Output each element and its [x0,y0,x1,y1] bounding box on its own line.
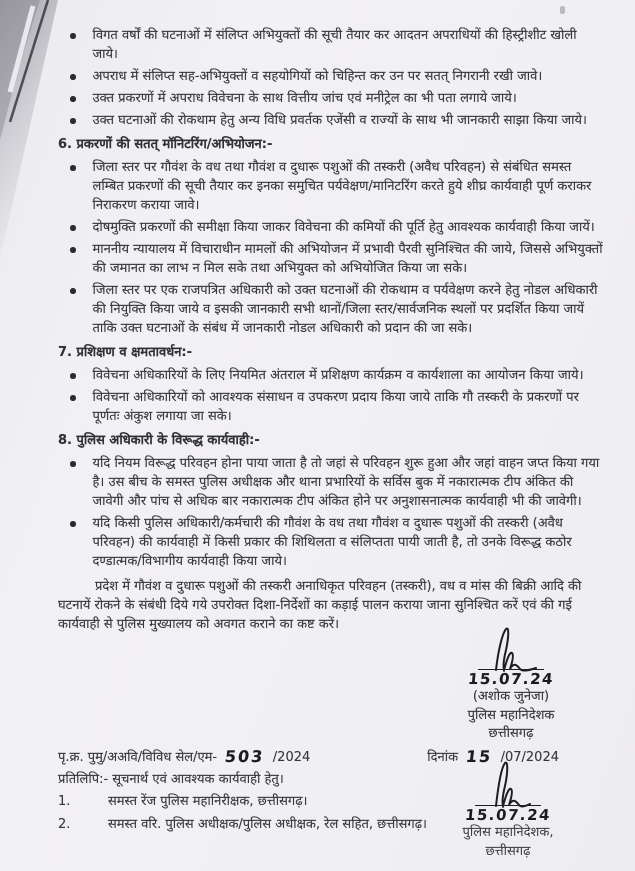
bullet-dot-icon [70,521,76,527]
file-reference [58,747,310,767]
bullet-dot-icon [70,74,76,80]
bullet-dot-icon [70,96,76,102]
bullet-dot-icon [70,288,76,294]
bullet-text: विवेचना अधिकारियों को आवश्यक संसाधन व उपकरण प्रदाय किया जाये ताकि गौ तस्करी के प्रकरणों पर पूर्णतः अंकुश लगाया जा सके। [92,390,580,424]
bullet-dot-icon [70,395,76,401]
signatory-name: (अशोक जुनेजा) [472,689,550,704]
bullet-item [58,67,605,86]
bullet-text: विगत वर्षों की घटनाओं में संलिप्त अभियुक्तों की सूची तैयार कर आदतन अपराधियों की हिस्ट्रीशीट खोली जाये। [92,28,577,62]
copy-to-heading: प्रतिलिपि:- सूचनार्थ एवं आवश्यक कार्यवाही हेतु। [58,771,284,787]
bullet-text: उक्त घटनाओं की रोकथाम हेतु अन्य विधि प्रवर्तक एजेंसी व राज्यों के साथ भी जानकारी साझा किया जाये। [92,113,587,128]
bullet-item [58,281,605,338]
file-number-year: /2024 [272,749,311,765]
handwritten-date: 15.07.24 [464,806,552,824]
bullet-dot-icon [70,118,76,124]
bullet-text: माननीय न्यायालय में विचाराधीन मामलों की अभियोजन में प्रभावी पैरवी सुनिश्चित की जाये, जिससे अभियुक्तों की जमानत का लाभ न मिल सके तथा अभियुक्त को अभियोजित किया जा सके। [92,242,603,276]
signatory-state: छत्तीसगढ़ [485,843,531,859]
signature-scribble-icon [483,626,539,672]
date-day-handwritten: 15 [464,746,494,766]
bullet-item [58,388,605,426]
signatory-designation: पुलिस महानिदेशक [467,707,555,723]
section-heading-police-action: 8. पुलिस अधिकारी के विरूद्ध कार्यवाही:- [58,433,260,448]
bullet-text: अपराध में संलिप्त सह-अभियुक्तों व सहयोगियों को चिहिन्त कर उन पर सतत् निगरानी रखी जावे। [92,69,543,84]
bullet-dot-icon [70,461,76,467]
copy-item-text: समस्त वरि. पुलिस अधीक्षक/पुलिस अधीक्षक, रेल सहित, छत्तीसगढ़। [108,816,427,832]
bullet-item [58,26,605,64]
bullet-text: विवेचना अधिकारियों के लिए नियमित अंतराल में प्रशिक्षण कार्यक्रम व कार्यशाला का आयोजन किया जाये। [92,368,584,383]
section-heading-training: 7. प्रशिक्षण व क्षमतावर्धन:- [58,345,193,360]
signatory-state: छत्तीसगढ़ [488,726,534,741]
bullet-dot-icon [70,247,76,253]
date-label: दिनांक [427,749,459,765]
signature-block-primary [433,626,589,744]
bullet-list-section-6 [58,158,605,338]
copy-item-text: समस्त रेंज पुलिस महानिरीक्षक, छत्तीसगढ़। [108,794,308,809]
bullet-text: जिला स्तर पर एक राजपत्रित अधिकारी को उक्त घटनाओं की रोकथाम व पर्यवेक्षण करने हेतु नोडल अधिकारी की नियुक्ति किया जाये व इसकी जानकारी सभी थानों/जिला स्तर/सार्वजनिक स्थलों पर प्रदर्शित किया जायें ताकि उक्त घटनाओं के संबंध में जानकारी नोडल अधिकारी को प्रदान की जा सके। [92,283,598,336]
signatory-designation: पुलिस महानिदेशक, [462,825,554,840]
bullet-list-section-7 [58,366,605,426]
copy-item-number: 2. [58,816,71,832]
bullet-item [58,514,605,571]
handwritten-date: 15.07.24 [467,670,555,688]
file-number-handwritten: 503 [224,746,266,766]
bullet-text: दोषमुक्ति प्रकरणों की समीक्षा किया जाकर विवेचना की कमियों की पूर्ति हेतु आवश्यक कार्यवाही किया जायें। [92,220,595,235]
bullet-text: जिला स्तर पर गौवंश के वध तथा गौवंश व दुधारू पशुओं की तस्करी (अवैध परिवहन) से संबंधित समस्त लम्बित प्रकरणों की सूची तैयार कर इनका समुचित पर्यवेक्षण/मानिटरिंग करते हुये शीघ्र कार्यवाही पूर्ण कराकर निराकरण कराया जावे। [92,160,592,213]
bullet-text: यदि किसी पुलिस अधिकारी/कर्मचारी की गौवंश के वध तथा गौवंश व दुधारू पशुओं की तस्करी (अवैध परिवहन) की कार्यवाही में किसी प्रकार की शिथिलता व संलिप्तता पायी जाती है, तो उनके विरूद्ध कठोर दण्डात्मक/विभागीय कार्यवाही किया जाये। [92,516,572,569]
closing-paragraph: प्रदेश में गौवंश व दुधारू पशुओं की तस्करी अनाधिकृत परिवहन (तस्करी), वध व मांस की बिक्री आदि की घटनायें रोकने के संबंधी दिये गये उपरोक्त दिशा-निर्देशों का कड़ाई पालन कराया जाना सुनिश्चित करें एवं की गई कार्यवाही से पुलिस मुख्यालय को अवगत कराने का कष्ट करें। [58,579,582,632]
signature-block-secondary [433,760,583,861]
signature-scribble-icon [484,760,532,808]
bullet-item [58,158,605,215]
bullet-item [58,111,605,130]
section-heading-monitoring: 6. प्रकरणों की सतत् मॉनिटरिंग/अभियोजन:- [58,137,273,152]
bullet-item [58,89,605,108]
bullet-list-section-8 [58,454,605,571]
bullet-item [58,218,605,237]
bullet-list-intro [58,26,605,130]
bullet-dot-icon [70,165,76,171]
bullet-text: उक्त प्रकरणों में अपराध विवेचना के साथ वित्तीय जांच एवं मनीट्रेल का भी पता लगाये जाये। [92,91,517,106]
bullet-item [58,366,605,385]
bullet-dot-icon [70,225,76,231]
bullet-dot-icon [70,373,76,379]
copy-item-number: 1. [58,794,71,809]
bullet-dot-icon [70,33,76,39]
bullet-text: यदि नियम विरूद्ध परिवहन होना पाया जाता है तो जहां से परिवहन शुरू हुआ और जहां वाहन जप्त किया गया है। उस बीच के समस्त पुलिस अधीक्षक और थाना प्रभारियों के सर्विस बुक में नकारात्मक टीप अंकित की जावेगी और पांच से अधिक बार नकारात्मक टीप अंकित होने पर अनुशासनात्मक कार्यवाही भी की जावेगी। [92,456,600,509]
date-rest: /07/2024 [500,749,559,765]
bullet-item [58,240,605,278]
file-number-label: पृ.क्र. पुमु/अअवि/विविध सेल/एम- [58,749,218,765]
bullet-item [58,454,605,511]
